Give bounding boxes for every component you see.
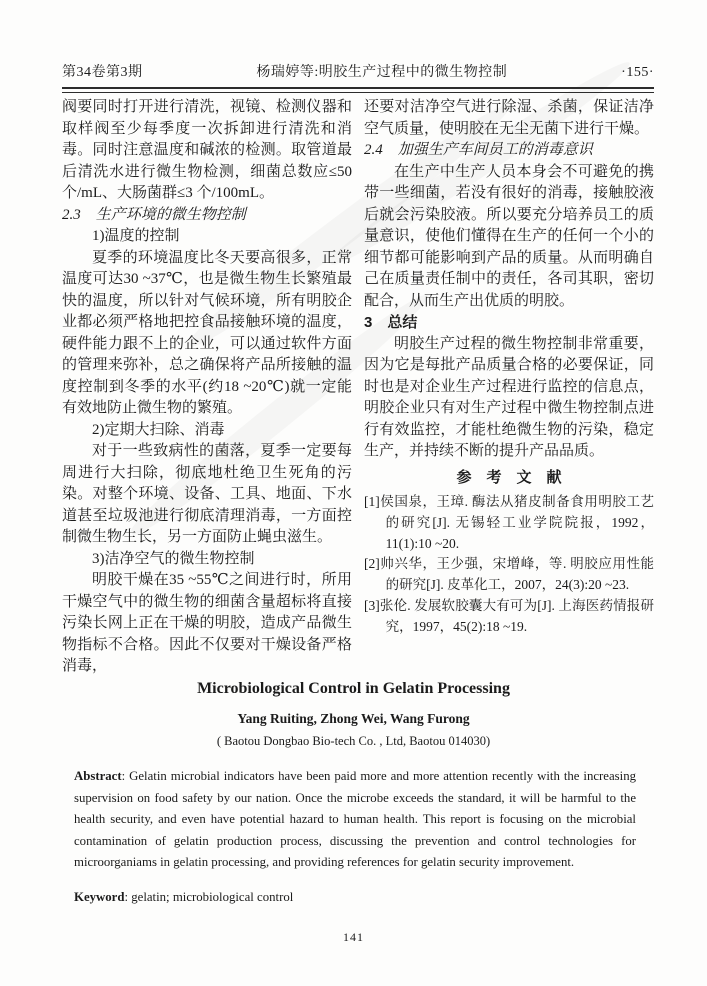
paragraph: 对于一些致病性的菌落，夏季一定要每周进行大扫除，彻底地杜绝卫生死角的污染。对整个环境、设备、工具、地面、下水道甚至垃圾池进行彻底清理消毒，一方面控制微生物生长，另一方面防止蝇虫滋生。 bbox=[62, 443, 352, 545]
section-heading: 2.3 生产环境的微生物控制 bbox=[62, 206, 246, 223]
english-title: Microbiological Control in Gelatin Processing bbox=[197, 680, 510, 697]
header-divider bbox=[62, 87, 654, 93]
paragraph: 在生产中生产人员本身会不可避免的携带一些细菌，若没有很好的消毒，接触胶液后就会污染胶液。所以要充分培养员工的质量意识，使他们懂得在生产的任何一个小的细节都可能影响到产品的质量。从而明确自己在质量责任制中的责任，各司其职，密切配合，从而生产出优质的明胶。 bbox=[364, 163, 654, 309]
section-heading: 3 总结 bbox=[364, 314, 418, 331]
subsection-heading: 3)洁净空气的微生物控制 bbox=[92, 550, 255, 567]
abstract-paragraph bbox=[74, 766, 636, 874]
page-marker: ·155· bbox=[621, 65, 654, 80]
page-number: 141 bbox=[343, 930, 364, 944]
running-title: 杨瑞婷等:明胶生产过程中的微生物控制 bbox=[256, 65, 508, 80]
right-column bbox=[364, 97, 654, 678]
abstract-text: : Gelatin microbial indicators have been paid more and more attention recently with the increasing supervision on food safety by our nation. Once the microbe exceeds the standard, it will be harmful to the health security, and even have potential hazard to human health. This report is focusing on the microbial contamination of gelatin production process, discussing the prevention and control technologies for microorganiams in gelatin processing, and providing references for gelatin security improvement. bbox=[74, 769, 636, 870]
english-affiliation: ( Baotou Dongbao Bio-tech Co. , Ltd, Baotou 014030) bbox=[216, 734, 491, 748]
keyword-label: Keyword bbox=[74, 890, 125, 904]
reference-item: [1]侯国泉，王璋. 酶法从猪皮制备食用明胶工艺的研究[J]. 无锡轻工业学院院报，1992，11(1):10 ~20. bbox=[364, 494, 654, 551]
paragraph-continued: 阀要同时打开进行清洗，视镜、检测仪器和取样阀至少每季度一次拆卸进行清洗和消毒。同时注意温度和碱浓的检测。取管道最后清洗水进行微生物检测，细菌总数应≤50 个/mL、大肠菌群≤3 个/100mL。 bbox=[62, 99, 352, 201]
keyword-text: : gelatin; microbiological control bbox=[124, 890, 294, 904]
abstract-label: Abstract bbox=[74, 769, 122, 783]
journal-header bbox=[62, 61, 654, 81]
paragraph: 夏季的环境温度比冬天要高很多，正常温度可达30 ~37℃，也是微生物生长繁殖最快的温度，所以针对气候环境，所有明胶企业都必须严格地把控食品接触环境的温度，硬件能力跟不上的企业，可以通过软件方面的管理来弥补，总之确保将产品所接触的温度控制到冬季的水平(约18 ~20℃)就一定能有效地防止微生物的繁殖。 bbox=[62, 249, 352, 416]
paragraph: 明胶生产过程的微生物控制非常重要，因为它是每批产品质量合格的必要保证，同时也是对企业生产过程进行监控的信息点，明胶企业只有对生产过程中微生物控制点进行有效监控，才能杜绝微生物的污染，稳定生产，并持续不断的提升产品品质。 bbox=[364, 335, 654, 459]
two-column-body bbox=[62, 97, 654, 678]
reference-item: [3]张伦. 发展软胶囊大有可为[J]. 上海医药情报研究，1997，45(2):18 ~19. bbox=[364, 597, 654, 634]
paragraph-continued: 还要对洁净空气进行除湿、杀菌，保证洁净空气质量，使明胶在无尘无菌下进行干燥。 bbox=[364, 99, 654, 137]
volume-issue: 第34卷第3期 bbox=[62, 65, 143, 80]
reference-item: [2]帅兴华，王少强，宋增峰，等. 明胶应用性能的研究[J]. 皮革化工，2007，24(3):20 ~23. bbox=[364, 556, 654, 593]
subsection-heading: 1)温度的控制 bbox=[92, 228, 180, 244]
references-heading: 参 考 文 献 bbox=[456, 469, 562, 486]
section-heading: 2.4 加强生产车间员工的消毒意识 bbox=[364, 142, 593, 158]
paragraph: 明胶干燥在35 ~55℃之间进行时，所用干燥空气中的微生物的细菌含量超标将直接污染长网上正在干燥的明胶，造成产品微生物指标不合格。因此不仅要对干燥设备严格消毒， bbox=[62, 572, 352, 674]
keyword-line bbox=[74, 890, 636, 905]
subsection-heading: 2)定期大扫除、消毒 bbox=[92, 421, 225, 438]
left-column bbox=[62, 97, 352, 678]
english-authors: Yang Ruiting, Zhong Wei, Wang Furong bbox=[237, 711, 470, 726]
